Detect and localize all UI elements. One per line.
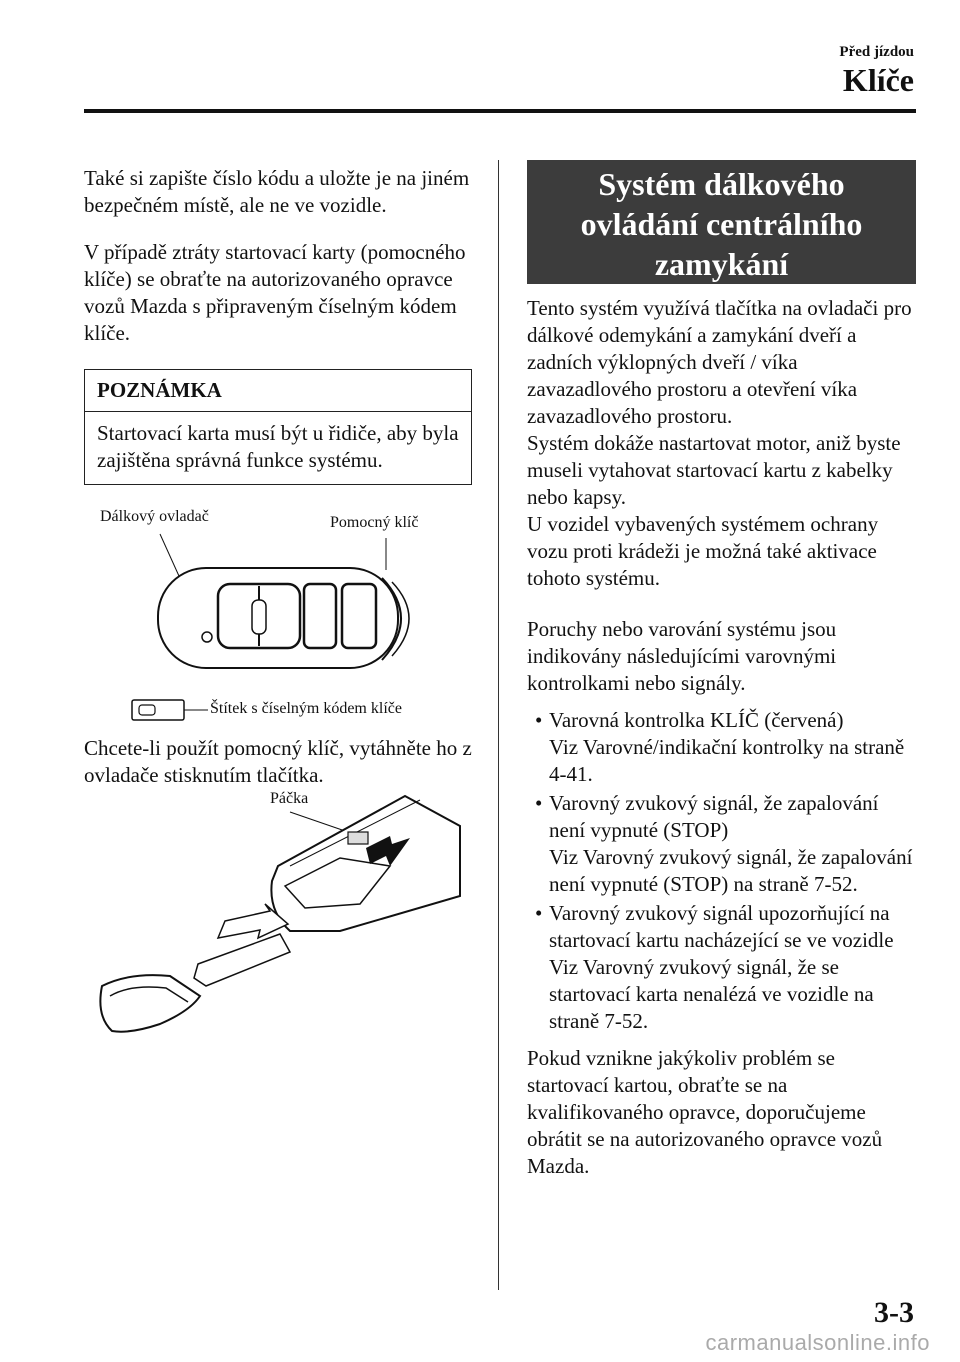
paragraph: Poruchy nebo varování systému jsou indikovány následujícími varovnými kontrolkami nebo signály. xyxy=(527,617,837,695)
watermark: carmanualsonline.info xyxy=(705,1330,930,1355)
key-extraction-illustration xyxy=(90,786,470,1051)
section-header: Před jízdou xyxy=(839,44,914,60)
remote-key-figure xyxy=(90,500,470,730)
list-item xyxy=(535,707,919,788)
note-body: Startovací karta musí být u řidiče, aby byla zajištěna správná funkce systému. xyxy=(97,421,459,472)
right-column xyxy=(527,295,919,1180)
paragraph: Také si zapište číslo kódu a uložte je na jiném bezpečném místě, ale ne ve vozidle. xyxy=(84,166,470,217)
list-item-title: Varovný zvukový signál, že zapalování není vypnuté (STOP) xyxy=(549,791,879,842)
section-title-line: ovládání centrálního xyxy=(580,206,863,242)
label-lever: Páčka xyxy=(270,790,309,807)
list-item-title: Varovná kontrolka KLÍČ (červená) xyxy=(549,708,844,732)
left-column xyxy=(84,165,480,485)
paragraph: V případě ztráty startovací karty (pomocného klíče) se obraťte na autorizovaného opravce vozů Mazda s připraveným číselným kódem klíče. xyxy=(84,240,466,345)
key-extraction-figure xyxy=(90,786,470,1051)
note-box xyxy=(84,369,472,485)
paragraph: U vozidel vybavených systémem ochrany vozu proti krádeži je možná také aktivace tohoto systému. xyxy=(527,512,879,590)
list-item-reference: Viz Varovné/indikační kontrolky na straně 4-41. xyxy=(549,735,905,786)
note-title: POZNÁMKA xyxy=(85,370,471,412)
list-item-reference: Viz Varovný zvukový signál, že zapalování není vypnuté (STOP) na straně 7-52. xyxy=(549,845,913,896)
section-title xyxy=(527,160,916,284)
bullet-icon: • xyxy=(535,708,543,732)
list-item-reference: Viz Varovný zvukový signál, že se startovací karta nenalézá ve vozidle na straně 7-52. xyxy=(549,955,874,1033)
list-item xyxy=(535,900,919,1035)
header-rule xyxy=(84,109,916,113)
paragraph: Systém dokáže nastartovat motor, aniž byste museli vytahovat startovací kartu z kabelky nebo kapsy. xyxy=(527,431,901,509)
bullet-icon: • xyxy=(535,901,543,925)
bullet-icon: • xyxy=(535,791,543,815)
column-divider xyxy=(498,160,499,1290)
section-title-line: Systém dálkového xyxy=(598,166,845,202)
label-code-tag: Štítek s číselným kódem klíče xyxy=(210,700,402,717)
paragraph: Chcete-li použít pomocný klíč, vytáhněte ho z ovladače stisknutím tlačítka. xyxy=(84,736,472,787)
section-title-line: zamykání xyxy=(654,246,789,282)
label-aux-key: Pomocný klíč xyxy=(330,514,419,531)
list-item-title: Varovný zvukový signál upozorňující na startovací kartu nacházející se ve vozidle xyxy=(549,901,894,952)
paragraph: Tento systém využívá tlačítka na ovladači pro dálkové odemykání a zamykání dveří a zadních výklopných dveří / víka zavazadlového prostoru a otevření víka zavazadlového prostoru. xyxy=(527,296,912,428)
warning-list xyxy=(527,707,919,1035)
page-number: 3-3 xyxy=(874,1296,914,1329)
list-item xyxy=(535,790,919,898)
paragraph: Pokud vznikne jakýkoliv problém se startovací kartou, obraťte se na kvalifikovaného opravce, doporučujeme obrátit se na autorizovaného opravce vozů Mazda. xyxy=(527,1046,883,1178)
left-column-continued xyxy=(84,735,480,789)
chapter-title: Klíče xyxy=(842,62,914,98)
remote-key-illustration xyxy=(90,500,470,730)
label-remote: Dálkový ovladač xyxy=(100,508,209,525)
